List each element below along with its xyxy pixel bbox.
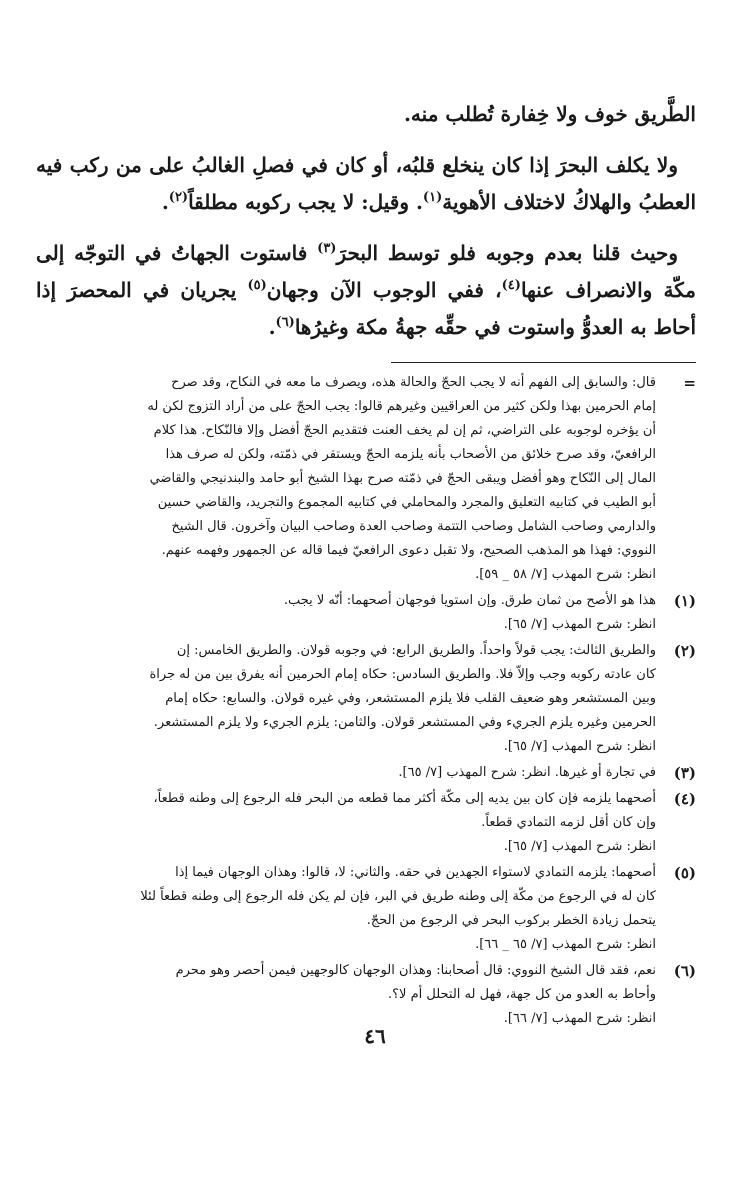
footnote-line: المال إلى النّكاح وهو أفضل ويبقى الحجّ في ذمّته صرح بهذا الشيخ أبو حامد والبندنيجي والقاضي [149, 471, 656, 486]
footnote-line: أصحهما: يلزمه التمادي لاستواء الجهدين في حقه. والثاني: لا، قالوا: وهذان الوجهان فيما إذا [175, 865, 656, 880]
footnote-divider [391, 362, 696, 363]
footnote-marker-6[interactable]: (٦) [275, 315, 295, 330]
paragraph-2 [36, 147, 696, 221]
footnote-line: النووي: فهذا هو المذهب الصحيح، ولا تقبل دعوى الرافعيّ فيما قاله عن الجمهور وفهمه عنهم. [161, 543, 656, 558]
footnote-body [36, 761, 656, 785]
footnote-reference: انظر: شرح المهذب [٧/ ٥٨ _ ٥٩]. [475, 567, 656, 582]
paragraph-3 [36, 235, 696, 346]
footnote-reference: انظر: شرح المهذب [٧/ ٦٥]. [503, 617, 656, 632]
footnote-line: هذا هو الأصح من ثمان طرق. وإن استويا فوجهان أصحهما: أنّه لا يجب. [283, 593, 656, 608]
footnote-number: (٥) [673, 864, 696, 882]
footnote-number: (٣) [673, 764, 696, 782]
footnote-line: أن يؤخره لوجوبه على التراضي، ثم إن لم يخف العنت فتقديم الحجّ أفضل وإلا فالنّكاح. هذا كلام [153, 423, 656, 438]
footnote-line: الحرمين وغيره يلزم الجريء وفي المستشعر قولان. والثامن: يلزم الجريء ولا يلزم المستشعر. [153, 715, 656, 730]
footnote-line: أصحهما يلزمه فإن كان بين يديه إلى مكّة أكثر مما قطعه من البحر فله الرجوع إلى وطنه قطعاً، [153, 791, 656, 806]
paragraph-2-text-b: . وقيل: لا يجب ركوبه مطلقاً [188, 190, 423, 214]
footnote-number: = [683, 374, 696, 392]
footnote-number: (١) [673, 592, 696, 610]
paragraph-3-text-e: . [268, 315, 276, 339]
footnote-item [36, 959, 696, 1031]
footnote-body [36, 787, 656, 859]
footnote-body [36, 589, 656, 637]
footnote-line: إمام الحرمين بهذا ولكن كثير من العراقيين وغيرهم قالوا: يجب الحجّ على من أراد التزوج لكن له [147, 399, 656, 414]
footnote-reference: انظر: شرح المهذب [٧/ ٦٥]. [503, 839, 656, 854]
paragraph-2-text-c: . [161, 190, 169, 214]
book-page [36, 96, 696, 1033]
footnote-number: (٦) [673, 962, 696, 980]
footnote-reference: انظر: شرح المهذب [٧/ ٦٦]. [503, 1011, 656, 1026]
footnote-number: (٢) [673, 642, 696, 660]
footnote-item [36, 371, 696, 587]
footnote-marker-1[interactable]: (١) [422, 190, 443, 205]
footnote-item [36, 639, 696, 759]
footnote-number: (٤) [673, 790, 696, 808]
footnote-item [36, 787, 696, 859]
footnote-line: وإن كان أقل لزمه التمادي قطعاً. [481, 815, 656, 830]
main-text [36, 96, 696, 346]
footnote-item [36, 861, 696, 957]
footnote-line: كان له في الرجوع من مكّة إلى وطنه طريق في البر، فإن لم يكن فله الرجوع إلى وطنه قطعاً لئلا [140, 889, 656, 904]
footnote-line: الرافعيّ، وقد صرح خلائق من الأصحاب بأنه يلزمه الحجّ ويستقر في ذمّته، ولكن له صرف هذا [165, 447, 656, 462]
footnote-item [36, 761, 696, 785]
page-number: ٤٦ [364, 1024, 386, 1048]
paragraph-3-text-d: يجريان في المحصرَ إذا أحاط به العدوُّ واستوت في حقِّه جهةُ مكة وغيرُها [36, 278, 696, 339]
footnote-marker-2[interactable]: (٢) [168, 190, 189, 205]
footnote-line: أبو الطيب في كتابيه التعليق والمجرد والمحاملي في كتابيه المجموع والتجريد، والقاضي حسين [157, 495, 656, 510]
footnote-body [36, 371, 656, 587]
footnote-line: يتحمل زيادة الخطر بركوب البحر في الرجوع من الحجّ. [366, 913, 656, 928]
footnote-line: في تجارة أو غيرها. انظر: شرح المهذب [٧/ ٦٥]. [398, 765, 656, 780]
footnote-line: وأحاط به العدو من كل جهة، فهل له التحلل أم لا؟. [388, 987, 656, 1002]
paragraph-1 [36, 96, 696, 133]
footnotes-section [36, 371, 696, 1031]
footnote-line: والدارمي وصاحب الشامل وصاحب التتمة وصاحب العدة وصاحب البيان وآخرون. قال الشيخ [171, 519, 656, 534]
footnote-line: قال: والسابق إلى الفهم أنه لا يجب الحجّ والحالة هذه، ويصرف ما معه في النكاح، وقد صرح [171, 375, 656, 390]
paragraph-3-text-c: ، ففي الوجوب الآن وجهان [266, 278, 502, 302]
footnote-line: كان عادته ركوبه وجب وإلاّ فلا. والطريق السادس: حكاه إمام الحرمين أنه يفرق بين من له جراة [149, 667, 656, 682]
footnote-marker-4[interactable]: (٤) [501, 278, 521, 293]
footnote-reference: انظر: شرح المهذب [٧/ ٦٥ _ ٦٦]. [475, 937, 656, 952]
footnote-marker-3[interactable]: (٣) [317, 241, 337, 256]
footnote-line: نعم، فقد قال الشيخ النووي: قال أصحابنا: وهذان الوجهان كالوجهين فيمن أحصر وهو محرم [175, 963, 656, 978]
footnote-line: والطريق الثالث: يجب قولاً واحداً. والطريق الرابع: في وجوبه قولان. والطريق الخامس: إن [176, 643, 656, 658]
footnote-line: وبين المستشعر وهو ضعيف القلب فلا يلزم المستشعر، وفي غيره قولان. والسابع: حكاه إمام [165, 691, 656, 706]
footnote-body [36, 959, 656, 1031]
paragraph-3-text-b: فاستوت الجهاتُ في التوجّه إلى مكّة والانصراف عنها [36, 241, 696, 302]
footnote-item [36, 589, 696, 637]
footnote-body [36, 861, 656, 957]
paragraph-2-text-a: ولا يكلف البحرَ إذا كان ينخلع قلبُه، أو كان في فصلِ الغالبُ على من ركب فيه العطبُ والهلاكُ لاختلاف الأهوية [36, 153, 696, 214]
paragraph-1-text: الطَّريق خوف ولا خِفارة تُطلب منه. [403, 102, 696, 126]
footnote-body [36, 639, 656, 759]
footnote-marker-5[interactable]: (٥) [247, 278, 267, 293]
paragraph-3-text-a: وحيث قلنا بعدم وجوبه فلو توسط البحرَ [336, 241, 679, 265]
footnote-reference: انظر: شرح المهذب [٧/ ٦٥]. [503, 739, 656, 754]
